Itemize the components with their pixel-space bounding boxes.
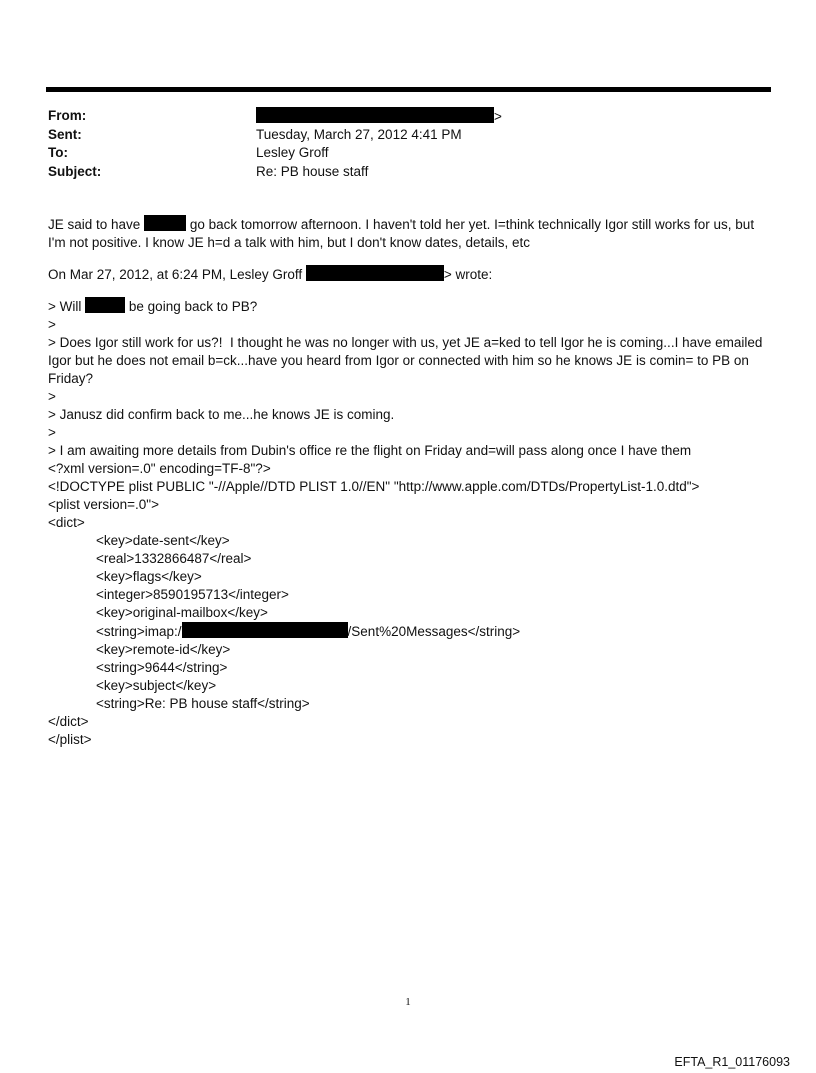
xml-line: <real>1332866487</real> xyxy=(96,551,252,566)
page-number: 1 xyxy=(405,996,411,1008)
quoted-line: > I am awaiting more details from Dubin's office re the flight on Friday and=will pass along once I have them xyxy=(48,443,692,458)
xml-line: <string>imap:/ /Sent%20Messages</string> xyxy=(96,624,521,639)
quoted-line: Friday? xyxy=(48,371,94,386)
reply-header-line: On Mar 27, 2012, at 6:24 PM, Lesley Groff > wrote: xyxy=(48,267,493,282)
xml-line: <?xml version=.0" encoding=TF-8"?> xyxy=(48,461,271,476)
xml-line: <string>Re: PB house staff</string> xyxy=(96,696,310,711)
to-value: Lesley Groff xyxy=(256,145,329,160)
body-line: JE said to have go back tomorrow afternoon. I haven't told her yet. I=think technically Igor still works for us, but xyxy=(48,217,755,232)
xml-line: <key>subject</key> xyxy=(96,678,217,693)
redaction-box xyxy=(182,622,348,638)
redaction-box xyxy=(144,215,186,231)
xml-line: <key>flags</key> xyxy=(96,569,202,584)
xml-line: <plist version=.0"> xyxy=(48,497,159,512)
quoted-line: > xyxy=(48,425,56,440)
from-label: From: xyxy=(48,108,87,123)
xml-line: <key>date-sent</key> xyxy=(96,533,230,548)
quoted-line: Igor but he does not email b=ck...have you heard from Igor or connected with him so he knows JE is comin= to PB on xyxy=(48,353,749,368)
header-rule xyxy=(46,87,771,92)
xml-line: <key>original-mailbox</key> xyxy=(96,605,268,620)
from-suffix: > xyxy=(494,109,502,124)
quoted-line: > Does Igor still work for us?! I thought he was no longer with us, yet JE a=ked to tell Igor he is coming...I have emailed xyxy=(48,335,763,350)
redaction-box xyxy=(85,297,125,313)
xml-line: </plist> xyxy=(48,732,92,747)
xml-line: <key>remote-id</key> xyxy=(96,642,231,657)
sent-label: Sent: xyxy=(48,126,82,142)
body-line: I'm not positive. I know JE h=d a talk with him, but I don't know dates, details, etc xyxy=(48,235,531,250)
xml-line: <integer>8590195713</integer> xyxy=(96,587,289,602)
subject-label: Subject: xyxy=(48,163,102,179)
redaction-box xyxy=(256,107,494,123)
sent-value: Tuesday, March 27, 2012 4:41 PM xyxy=(256,126,462,142)
redaction-box xyxy=(306,265,444,281)
quoted-line: > xyxy=(48,317,56,332)
quoted-line: > Janusz did confirm back to me...he knows JE is coming. xyxy=(48,407,395,422)
quoted-line: > Will be going back to PB? xyxy=(48,299,258,314)
subject-value: Re: PB house staff xyxy=(256,163,369,179)
quoted-line: > xyxy=(48,389,56,404)
to-label: To: xyxy=(48,145,68,160)
email-body xyxy=(48,215,778,749)
xml-line: <string>9644</string> xyxy=(96,660,228,675)
document-id: EFTA_R1_01176093 xyxy=(674,1055,790,1069)
xml-line: <!DOCTYPE plist PUBLIC "-//Apple//DTD PLIST 1.0//EN" "http://www.apple.com/DTDs/PropertyList-1.0.dtd"> xyxy=(48,479,700,494)
xml-line: <dict> xyxy=(48,515,85,530)
xml-line: </dict> xyxy=(48,714,89,729)
